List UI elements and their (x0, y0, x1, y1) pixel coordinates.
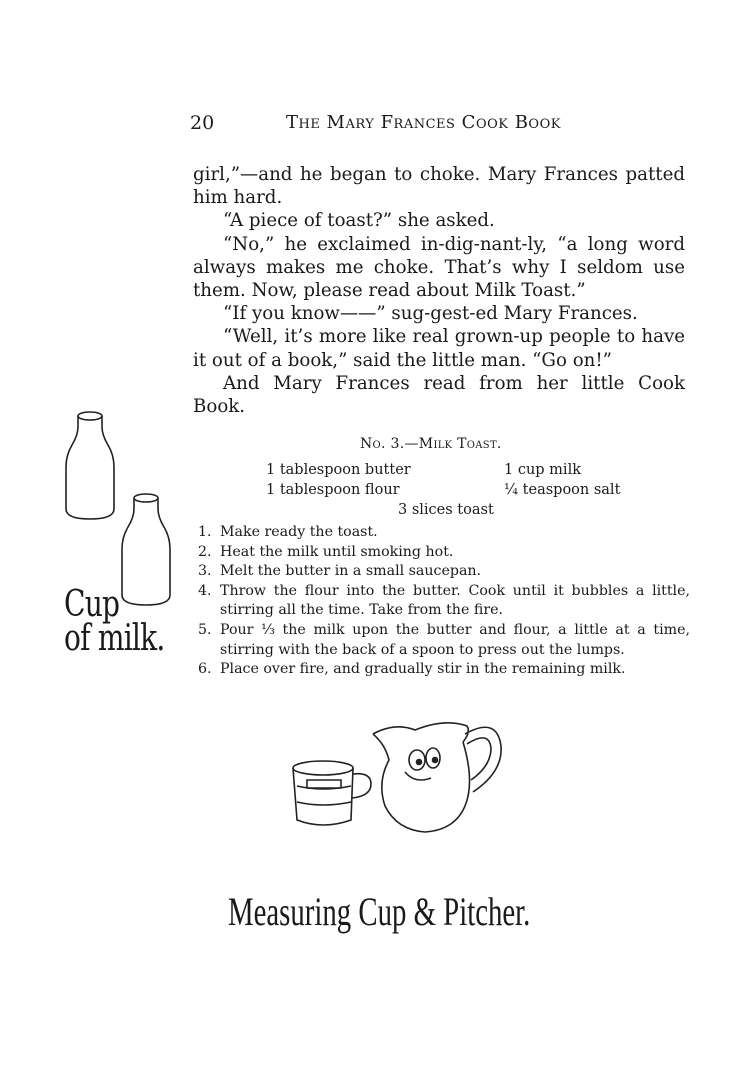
ingredient: 1 cup milk (504, 462, 581, 478)
step-number: 1. (198, 524, 212, 540)
paragraph: “A piece of toast?” she asked. (223, 210, 495, 232)
recipe-step (198, 543, 690, 563)
caption-line: Cup (64, 584, 120, 625)
story-text (193, 163, 685, 418)
page-header (190, 112, 690, 136)
step-text: Throw the flour into the butter. Cook until it bubbles a little, stirring all the time. Take from the fire. (220, 582, 690, 619)
recipe-step (198, 562, 690, 582)
milk-bottles-illustration (60, 405, 180, 610)
caption-line: of milk. (64, 618, 165, 659)
recipe-step (198, 582, 690, 621)
step-number: 2. (198, 543, 212, 560)
step-number: 6. (198, 661, 212, 678)
step-text: Heat the milk until smoking hot. (220, 543, 454, 560)
paragraph: “Well, it’s more like real grown-up people to have it out of a book,” said the little man. “Go on!” (193, 326, 685, 371)
ingredient: ¼ teaspoon salt (504, 482, 621, 498)
step-number: 4. (198, 582, 212, 599)
step-number: 5. (198, 621, 212, 638)
recipe-step (198, 660, 690, 680)
paragraph: “If you know——” sug-gest-ed Mary Frances. (223, 303, 638, 325)
step-text: Make ready the toast. (220, 524, 378, 540)
recipe-step (198, 621, 690, 660)
paragraph: And Mary Frances read from her little Cook Book. (193, 372, 685, 418)
ingredient: 3 slices toast (398, 502, 494, 518)
ingredient: 1 tablespoon flour (266, 482, 400, 498)
ingredient: 1 tablespoon butter (266, 462, 411, 478)
paragraph: girl,”—and he began to choke. Mary Frances patted him hard. (193, 164, 685, 209)
step-text: Pour ⅓ the milk upon the butter and flour, a little at a time, stirring with the back of a spoon to press out the lumps. (220, 621, 690, 658)
page-number: 20 (190, 112, 215, 134)
step-text: Place over fire, and gradually stir in the remaining milk. (220, 661, 626, 678)
bottles-caption (64, 584, 165, 659)
recipe-step (198, 523, 690, 543)
paragraph: “No,” he exclaimed in-dig-nant-ly, “a long word always makes me choke. That’s why I seldom use them. Now, please read about Milk Toast.” (193, 233, 685, 302)
recipe-steps (198, 523, 690, 680)
recipe-title: No. 3.—Milk Toast. (360, 436, 502, 452)
step-number: 3. (198, 563, 212, 580)
step-text: Melt the butter in a small saucepan. (220, 563, 482, 580)
cup-and-pitcher-illustration (285, 712, 515, 842)
cup-pitcher-caption: Measuring Cup & Pitcher. (228, 889, 531, 934)
running-title: The Mary Frances Cook Book (286, 112, 561, 133)
